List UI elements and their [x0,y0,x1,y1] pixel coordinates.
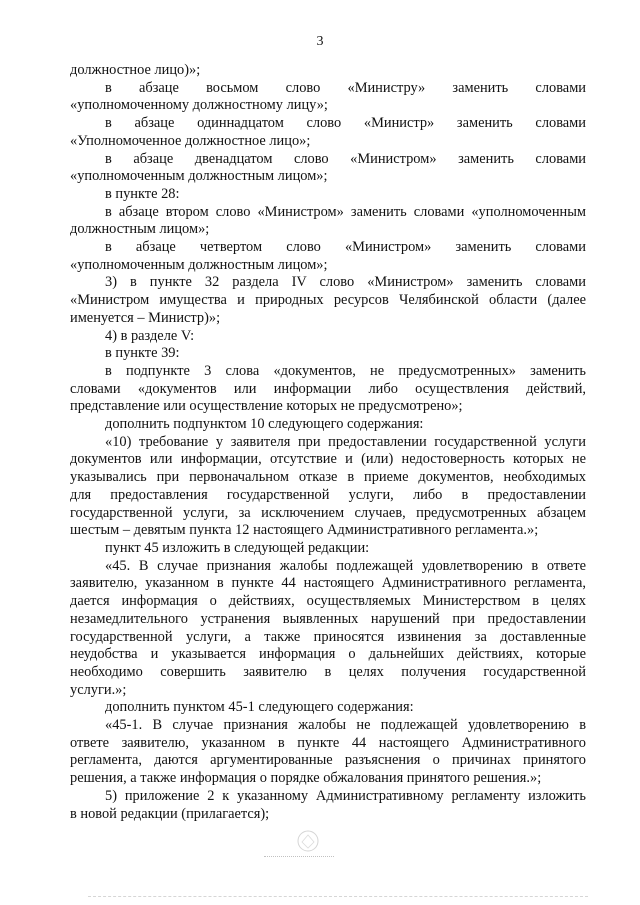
text-line: именуется – Министр)»; [70,309,221,326]
paragraph [70,186,586,204]
text-line: 5) приложение 2 к указанному Административному регламенту изложить [105,787,586,804]
text-line: в абзаце восьмом слово «Министру» заменить словами [105,79,586,96]
scan-edge-line [88,896,588,898]
text-line: необходимо совершить заявителю в целях получения государственной [70,663,586,680]
paragraph [70,699,586,717]
paragraph [70,416,586,434]
paragraph [70,345,586,363]
text-line: решения, а также информация о порядке обжалования принятого решения.»; [70,770,542,787]
text-line: «10) требование у заявителя при предоставлении государственной услуги [105,433,586,450]
text-line: шестым – девятым пункта 12 настоящего Административного регламента.»; [70,522,539,539]
text-line: 4) в разделе V: [105,327,195,344]
paragraph [70,151,586,186]
text-line: в абзаце двенадцатом слово «Министром» заменить словами [105,150,586,167]
paragraph [70,62,586,80]
paragraph [70,80,586,115]
paragraph [70,115,586,150]
text-line: указывались при первоначальном отказе в приеме документов, необходимых [70,469,586,486]
text-line: «45-1. В случае признания жалобы не подлежащей удовлетворению в [105,717,586,734]
paragraph [70,328,586,346]
text-line: заявителю, указанном в пункте 44 настоящего Административного регламента, [70,575,586,592]
text-line: должностное лицо)»; [70,62,201,78]
paragraph [70,434,586,540]
text-line: услуги.»; [70,681,127,698]
text-line: регламента, даются аргументированные разъяснения о причинах принятого [70,752,586,769]
text-line: в подпункте 3 слова «документов, не предусмотренных» заменить [105,362,586,379]
text-line: дается информация о действиях, осуществляемых Министерством в целях [70,593,586,610]
paragraph [70,204,586,239]
text-line: документов или информации, отсутствие и (или) недостоверность которых не [70,451,586,468]
text-line: неудобства и указывается информация о дальнейших действиях, которые [70,646,586,663]
text-line: «Министром имущества и природных ресурсов Челябинской области (далее [70,292,586,309]
text-line: «Уполномоченное должностное лицо»; [70,132,311,149]
text-line: незамедлительного устранения выявленных нарушений при предоставлении [70,610,586,627]
scan-artifact [264,856,334,859]
paragraph [70,274,586,327]
text-line: в новой редакции (прилагается); [70,805,270,822]
paragraph [70,540,586,558]
text-line: для предоставления государственной услуги, либо в предоставлении [70,486,586,503]
text-line: ответе заявителю, указанном в пункте 44 настоящего Административного [70,734,586,751]
text-line: представление или осуществление которых не предусмотрено»; [70,398,463,415]
text-line: «уполномоченным должностным лицом»; [70,168,328,185]
text-line: дополнить пунктом 45-1 следующего содержания: [105,699,414,716]
page-number: 3 [316,34,324,49]
emblem-icon [293,828,323,854]
text-line: «уполномоченным должностным лицом»; [70,256,328,273]
paragraph [70,717,586,788]
paragraph [70,558,586,700]
text-line: в пункте 39: [105,345,180,362]
text-line: дополнить подпунктом 10 следующего содержания: [105,416,424,433]
text-line: в пункте 28: [105,185,180,202]
paragraph [70,788,586,823]
text-line: государственной услуги, за исключением случаев, предусмотренных абзацем [70,504,586,521]
document-body [70,62,586,823]
text-line: в абзаце четвертом слово «Министром» заменить словами [105,239,586,256]
text-line: 3) в пункте 32 раздела IV слово «Министром» заменить словами [105,274,586,291]
text-line: государственной услуги, а также приносятся извинения за доставленные [70,628,586,645]
text-line: «уполномоченному должностному лицу»; [70,97,328,114]
text-line: должностным лицом»; [70,221,210,238]
paragraph [70,363,586,416]
text-line: словами «документов или информации либо осуществления действий, [70,380,586,397]
text-line: пункт 45 изложить в следующей редакции: [105,539,370,556]
text-line: в абзаце одиннадцатом слово «Министр» заменить словами [105,115,586,132]
text-line: «45. В случае признания жалобы подлежащей удовлетворению в ответе [105,557,586,574]
paragraph [70,239,586,274]
text-line: в абзаце втором слово «Министром» заменить словами «уполномоченным [105,203,586,220]
